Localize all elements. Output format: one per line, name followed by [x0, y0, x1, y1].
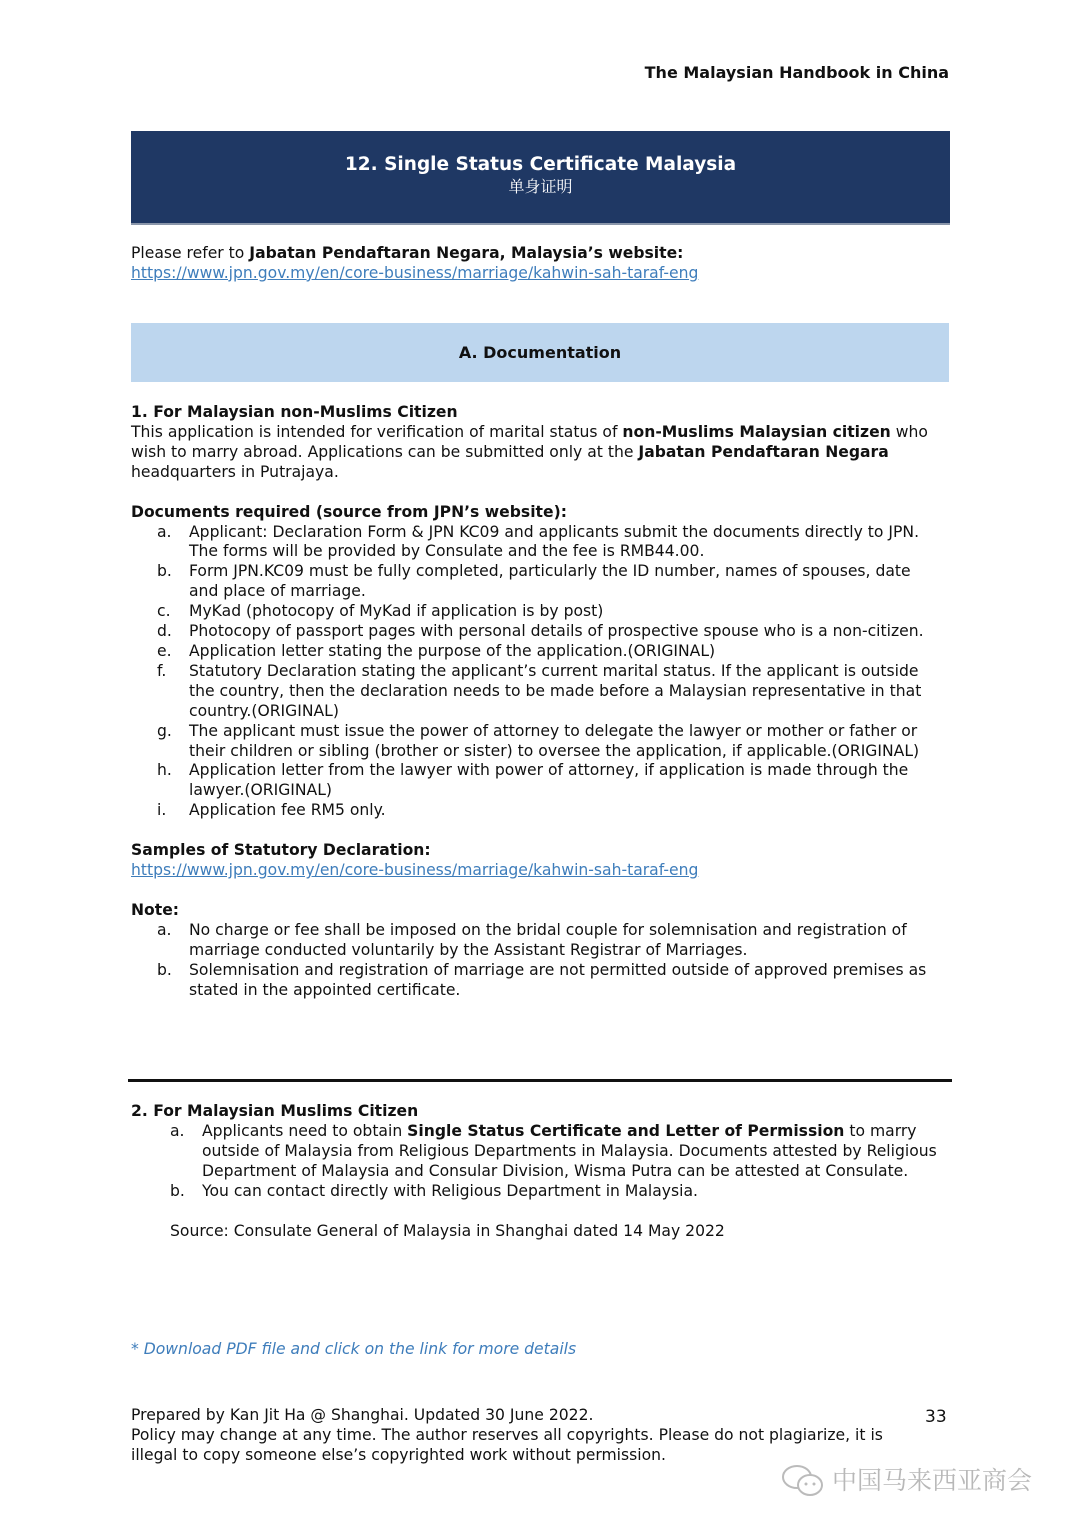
download-note: * Download PDF file and click on the link for more details [131, 1340, 577, 1358]
item-key: b. [170, 1181, 185, 1200]
jpn-link[interactable]: https://www.jpn.gov.my/en/core-business/marriage/kahwin-sah-taraf-eng [131, 263, 699, 282]
item-key: i. [157, 801, 167, 820]
list-item [131, 1182, 951, 1202]
footer-line: Policy may change at any time. The author reserves all copyrights. Please do not plagiarize, it is illegal to copy someone else’s copyrighted work without permission. [131, 1425, 883, 1464]
list-item [131, 1122, 951, 1182]
list-item [131, 562, 931, 602]
p-text: who wish to marry abroad. Applications can be submitted only at the [131, 422, 928, 461]
list-item [131, 602, 931, 622]
footer-line: Prepared by Kan Jit Ha @ Shanghai. Updated 30 June 2022. [131, 1406, 594, 1424]
item-bold: Single Status Certificate and Letter of Permission [407, 1121, 845, 1140]
section-2-list [131, 1122, 951, 1202]
intro-bold: Jabatan Pendaftaran Negara, Malaysia’s website: [249, 244, 684, 262]
item-key: d. [157, 622, 172, 641]
item-key: a. [157, 920, 172, 939]
item-text: to marry outside of Malaysia from Religious Departments in Malaysia. Documents attested by Religious Department of Malaysia and Consular Division, Wisma Putra can be attested at Consulate. [202, 1121, 937, 1180]
section-banner [131, 131, 950, 225]
page-number: 33 [925, 1407, 947, 1427]
p-bold: non-Muslims Malaysian citizen [622, 422, 891, 441]
item-key: a. [157, 522, 172, 541]
item-text: Solemnisation and registration of marriage are not permitted outside of approved premises as stated in the appointed certificate. [189, 960, 927, 999]
item-text: The applicant must issue the power of attorney to delegate the lawyer or mother or father or their children or sibling (brother or sister) to oversee the application, if applicable.(ORIGINAL) [189, 721, 920, 760]
list-item [131, 642, 931, 662]
item-text: MyKad (photocopy of MyKad if application is by post) [189, 602, 604, 621]
item-key: h. [157, 761, 172, 780]
item-key: b. [157, 960, 172, 979]
samples-link[interactable]: https://www.jpn.gov.my/en/core-business/marriage/kahwin-sah-taraf-eng [131, 861, 699, 880]
list-item [131, 921, 931, 961]
item-text: Form JPN.KC09 must be fully completed, particularly the ID number, names of spouses, date and place of marriage. [189, 562, 911, 601]
item-key: b. [157, 562, 172, 581]
list-item [131, 523, 931, 563]
item-text: Applicants need to obtain [202, 1121, 408, 1140]
item-text: No charge or fee shall be imposed on the bridal couple for solemnisation and registration of marriage conducted voluntarily by the Assistant Registrar of Marriages. [189, 920, 907, 959]
banner-subtitle: 单身证明 [508, 177, 573, 196]
item-key: e. [157, 641, 172, 660]
list-item [131, 961, 931, 1001]
item-text: Photocopy of passport pages with personal details of prospective spouse who is a non-citizen. [189, 622, 924, 641]
item-key: a. [170, 1121, 185, 1140]
list-item [131, 622, 931, 642]
item-text: Application fee RM5 only. [189, 801, 386, 820]
watermark-text: 中国马来西亚商会 [832, 1466, 1033, 1495]
samples-heading: Samples of Statutory Declaration: [131, 841, 431, 860]
section-1-heading: 1. For Malaysian non-Muslims Citizen [131, 403, 458, 421]
item-text: Application letter stating the purpose of the application.(ORIGINAL) [189, 641, 716, 660]
wechat-icon [780, 1464, 826, 1498]
intro-text: Please refer to [131, 244, 250, 262]
source-line: Source: Consulate General of Malaysia in Shanghai dated 14 May 2022 [170, 1221, 725, 1240]
section-a-header: A. Documentation [131, 323, 949, 382]
footer [131, 1406, 911, 1466]
docs-list [131, 523, 931, 822]
running-header: The Malaysian Handbook in China [644, 63, 949, 82]
watermark [780, 1464, 1032, 1498]
p-text: This application is intended for verification of marital status of [131, 422, 623, 441]
item-key: f. [157, 661, 167, 680]
section-2-heading: 2. For Malaysian Muslims Citizen [131, 1102, 419, 1120]
notes-list [131, 921, 931, 1001]
p-bold: Jabatan Pendaftaran Negara [638, 442, 889, 461]
intro [131, 244, 951, 284]
list-item [131, 662, 931, 722]
banner-title: 12. Single Status Certificate Malaysia [344, 154, 737, 175]
section-1-paragraph [131, 423, 931, 483]
item-text: Application letter from the lawyer with power of attorney, if application is made through the lawyer.(ORIGINAL) [189, 761, 909, 800]
docs-heading: Documents required (source from JPN’s website): [131, 502, 567, 521]
divider [128, 1079, 952, 1082]
item-text: Applicant: Declaration Form & JPN KC09 and applicants submit the documents directly to JPN. The forms will be provided by Consulate and the fee is RMB44.00. [189, 522, 920, 561]
section-1 [131, 403, 931, 1000]
list-item [131, 801, 931, 821]
note-heading: Note: [131, 900, 180, 919]
section-2 [131, 1102, 951, 1241]
item-key: c. [157, 602, 171, 621]
item-text: Statutory Declaration stating the applicant’s current marital status. If the applicant is outside the country, then the declaration needs to be made before a Malaysian representative in that country.(ORIGINAL) [189, 661, 922, 720]
item-text: You can contact directly with Religious Department in Malaysia. [202, 1181, 698, 1200]
p-text: headquarters in Putrajaya. [131, 462, 339, 481]
list-item [131, 761, 931, 801]
item-key: g. [157, 721, 172, 740]
list-item [131, 722, 931, 762]
